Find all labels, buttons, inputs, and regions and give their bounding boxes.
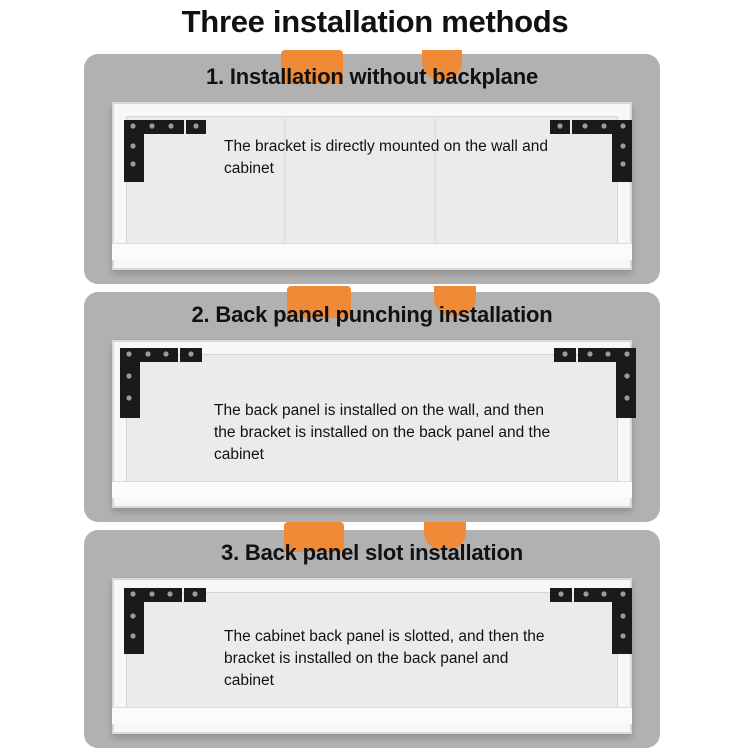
method-3-heading: 3. Back panel slot installation <box>221 540 523 565</box>
cabinet-shelf <box>112 481 632 498</box>
bracket-left-icon <box>124 588 206 654</box>
method-1-description: The bracket is directly mounted on the wall and cabinet <box>224 138 548 177</box>
method-3-description: The cabinet back panel is slotted, and then the bracket is installed on the back panel and cabinet <box>224 628 545 689</box>
page-title: Three installation methods <box>181 4 569 39</box>
method-card-1 <box>84 54 660 284</box>
method-2-heading: 2. Back panel punching installation <box>191 302 553 327</box>
bracket-left-icon <box>120 348 202 418</box>
method-2-description: The back panel is installed on the wall, and then the bracket is installed on the back panel and the cabinet <box>214 402 551 463</box>
method-1-heading: 1. Installation without backplane <box>205 64 538 89</box>
method-card-2 <box>84 292 660 522</box>
bracket-right-icon <box>550 588 632 654</box>
method-card-3 <box>84 530 660 748</box>
cabinet-shelf <box>112 707 632 724</box>
bracket-right-icon <box>550 120 632 182</box>
cabinet-shelf <box>112 243 632 260</box>
bracket-left-icon <box>124 120 206 182</box>
